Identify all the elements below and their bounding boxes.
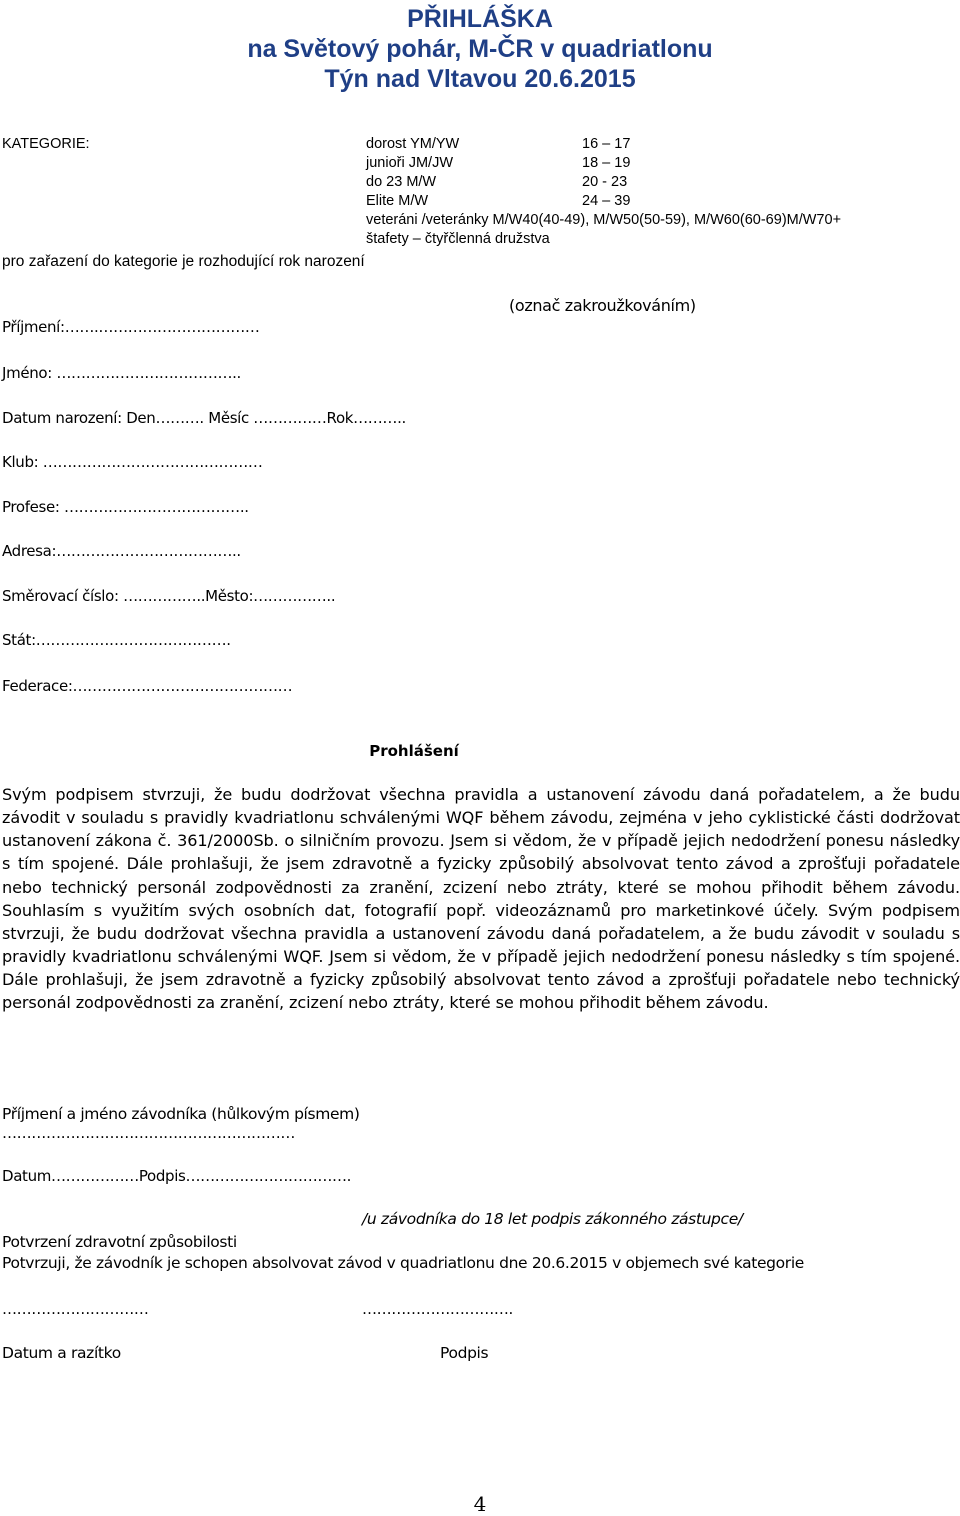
country-field[interactable]: Stát:…………………………………. bbox=[2, 631, 231, 649]
health-text: Potvrzuji, že závodník je schopen absolvovat závod v quadriatlonu dne 20.6.2015 v objemech své kategorie bbox=[2, 1254, 804, 1272]
zip-city-field[interactable]: Směrovací číslo: ……………..Město:…………….. bbox=[2, 587, 336, 605]
category-name-elite: Elite M/W bbox=[366, 193, 429, 209]
category-rule: pro zařazení do kategorie je rozhodující rok narození bbox=[2, 253, 365, 270]
declaration-heading: Prohlášení bbox=[369, 742, 459, 760]
circle-note: (označ zakroužkováním) bbox=[509, 296, 696, 315]
category-name-dorost: dorost YM/YW bbox=[366, 136, 460, 152]
category-veterans: veteráni /veteránky M/W40(40-49), M/W50(50-59), M/W60(60-69)M/W70+ bbox=[366, 212, 842, 228]
category-name-u23: do 23 M/W bbox=[366, 174, 437, 190]
date-stamp-line[interactable]: ………………………… bbox=[2, 1300, 149, 1318]
doctor-signature-line[interactable]: …………………………. bbox=[362, 1300, 513, 1318]
category-age-u23: 20 - 23 bbox=[582, 174, 628, 190]
title-line-3: Týn nad Vltavou 20.6.2015 bbox=[324, 65, 636, 93]
declaration-text: Svým podpisem stvrzuji, že budu dodržovat všechna pravidla a ustanovení závodu daná pořadatelem, a že budu závodit v souladu s pravidly kvadriatlonu schválenými WQF během závodu, zejména v jeho cyklistické části dodržovat ustanovení zákona č. 361/2000Sb. o silničním provozu. Jsem si vědom, že v případě jejich nedodržení ponesu následky s tím spojené. Dále prohlašuji, že jsem zdravotně a fyzicky způsobilý absolvovat tento závod a zprošťuji pořadatele nebo technický personál zodpovědnosti za zranění, zcizení nebo ztráty, které se mohou přihodit během závodu. Souhlasím s využitím svých osobních dat, fotografií popř. videozáznamů pro marketinkové účely. Svým podpisem stvrzuji, že budu dodržovat všechna pravidla a ustanovení závodu daná pořadatelem, a že budu závodit v souladu s pravidly kvadriatlonu schválenými WQF. Jsem si vědom, že v případě jejich nedodržení ponesu následky s tím spojené. Dále prohlašuji, že jsem zdravotně a fyzicky způsobilý absolvovat tento závod a zprošťuji pořadatele nebo technický personál zodpovědnosti za zranění, zcizení nebo ztráty, které se mohou přihodit během závodu. bbox=[2, 785, 960, 1013]
categories-label: KATEGORIE: bbox=[2, 136, 90, 152]
racer-name-line[interactable]: …………………………………………………… bbox=[2, 1124, 296, 1142]
page-number: 4 bbox=[473, 1492, 487, 1516]
surname-field[interactable]: Příjmení:…….…………………………… bbox=[2, 318, 260, 336]
title-line-1: PŘIHLÁŠKA bbox=[407, 5, 553, 33]
category-age-juniors: 18 – 19 bbox=[582, 155, 631, 171]
minor-signature-note: /u závodníka do 18 let podpis zákonného zástupce/ bbox=[362, 1210, 743, 1228]
signature-label: Podpis bbox=[440, 1344, 489, 1362]
club-field[interactable]: Klub: ……………………………………… bbox=[2, 453, 263, 471]
first-name-field[interactable]: Jméno: ……………………………….. bbox=[2, 364, 241, 382]
racer-name-label: Příjmení a jméno závodníka (hůlkovým písmem) bbox=[2, 1105, 360, 1123]
date-signature-line[interactable]: Datum………………Podpis……………………………. bbox=[2, 1167, 352, 1185]
health-title: Potvrzení zdravotní způsobilosti bbox=[2, 1233, 237, 1251]
category-name-juniors: junioři JM/JW bbox=[366, 155, 454, 171]
federation-field[interactable]: Federace:……………………………………… bbox=[2, 677, 293, 695]
title-line-2: na Světový pohár, M-ČR v quadriatlonu bbox=[247, 35, 713, 63]
category-relays: štafety – čtyřčlenná družstva bbox=[366, 231, 550, 247]
category-age-elite: 24 – 39 bbox=[582, 193, 631, 209]
page-title bbox=[0, 4, 960, 94]
date-stamp-label: Datum a razítko bbox=[2, 1344, 121, 1362]
address-field[interactable]: Adresa:……………………………….. bbox=[2, 542, 241, 560]
birth-date-field[interactable]: Datum narození: Den………. Měsíc ……………Rok……….. bbox=[2, 409, 406, 427]
profession-field[interactable]: Profese: ……………………………….. bbox=[2, 498, 249, 516]
category-age-dorost: 16 – 17 bbox=[582, 136, 631, 152]
